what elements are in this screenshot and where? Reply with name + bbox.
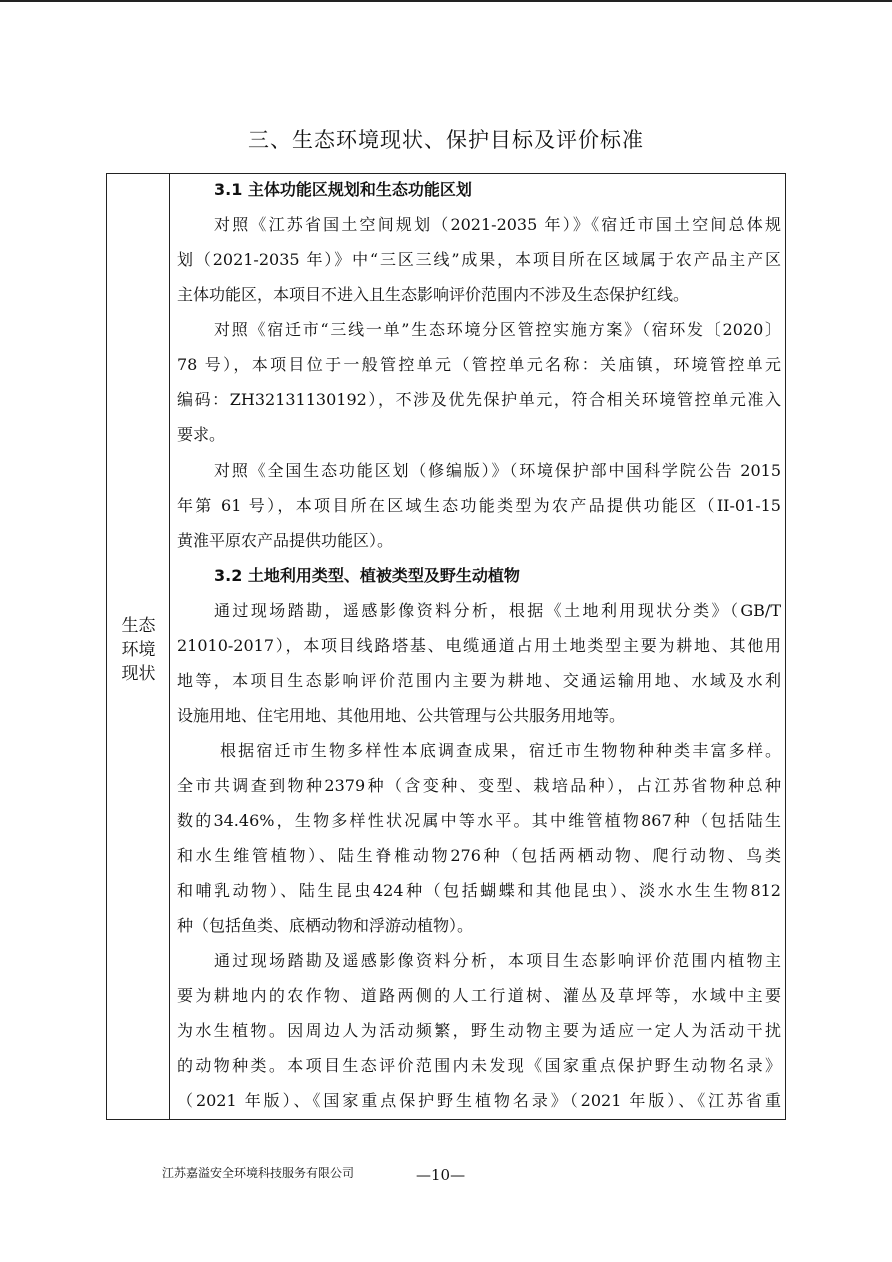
row-header-label (107, 614, 170, 686)
paragraph-line: 为水生植物。因周边人为活动频繁，野生动物主要为适应一定人为活动干扰 (177, 1021, 781, 1040)
row-header-line: 环境 (121, 640, 156, 660)
row-header-line: 生态 (121, 616, 156, 636)
paragraph-line: 的动物种类。本项目生态评价范围内未发现《国家重点保护野生动物名录》 (177, 1056, 781, 1075)
paragraph-line: 设施用地、住宅用地、其他用地、公共管理与公共服务用地等。 (177, 706, 626, 725)
row-header-line: 现状 (121, 664, 156, 684)
paragraph-line: 通过现场踏勘，遥感影像资料分析，根据《土地利用现状分类》（GB/T (214, 601, 781, 620)
section-title: 三、生态环境现状、保护目标及评价标准 (248, 128, 644, 152)
paragraph-line: 对照《全国生态功能区划（修编版）》（环境保护部中国科学院公告 2015 (214, 461, 781, 480)
paragraph-line: 通过现场踏勘及遥感影像资料分析，本项目生态影响评价范围内植物主 (214, 951, 781, 970)
paragraph-line: 要求。 (177, 425, 226, 444)
paragraph-line: （2021 年版）、《国家重点保护野生植物名录》（2021 年版）、《江苏省重 (177, 1091, 781, 1110)
top-rule (0, 0, 892, 2)
paragraph-line: 划（2021-2035 年）》中“三区三线”成果，本项目所在区域属于农产品主产区 (177, 250, 781, 269)
paragraph-line: 要为耕地内的农作物、道路两侧的人工行道树、灌丛及草坪等，水域中主要 (177, 986, 781, 1005)
row-header-cell (107, 174, 170, 1119)
paragraph-line: 对照《宿迁市“三线一单”生态环境分区管控实施方案》（宿环发〔2020〕 (214, 320, 781, 339)
paragraph-line: 地等，本项目生态影响评价范围内主要为耕地、交通运输用地、水域及水利 (177, 671, 781, 690)
paragraph-line: 对照《江苏省国土空间规划（2021-2035 年）》《宿迁市国土空间总体规 (214, 215, 781, 234)
subsection-heading-3-1: 3.1 主体功能区规划和生态功能区划 (214, 180, 472, 199)
paragraph-line: 78 号），本项目位于一般管控单元（管控单元名称：关庙镇，环境管控单元 (177, 355, 781, 374)
paragraph-line: 种（包括鱼类、底栖动物和浮游动植物）。 (177, 916, 474, 935)
paragraph-line: 全市共调查到物种2379种（含变种、变型、栽培品种），占江苏省物种总种 (177, 776, 781, 795)
paragraph-line: 主体功能区，本项目不进入且生态影响评价范围内不涉及生态保护红线。 (177, 285, 690, 304)
paragraph-line: 年第 61 号），本项目所在区域生态功能类型为农产品提供功能区（II-01-15 (177, 496, 781, 515)
paragraph-line: 和哺乳动物）、陆生昆虫424种（包括蝴蝶和其他昆虫）、淡水水生生物812 (177, 881, 781, 900)
page-number: —10— (416, 1166, 466, 1184)
paragraph-line: 和水生维管植物）、陆生脊椎动物276种（包括两栖动物、爬行动物、鸟类 (177, 846, 781, 865)
paragraph-line: 根据宿迁市生物多样性本底调查成果，宿迁市生物物种种类丰富多样。 (220, 741, 781, 760)
footer-company: 江苏嘉溢安全环境科技服务有限公司 (162, 1166, 355, 1180)
paragraph-line: 编码：ZH32131130192），不涉及优先保护单元，符合相关环境管控单元准入 (177, 390, 781, 409)
paragraph-line: 21010-2017），本项目线路塔基、电缆通道占用土地类型主要为耕地、其他用 (177, 636, 781, 655)
content-table (106, 173, 786, 1120)
subsection-heading-3-2: 3.2 土地利用类型、植被类型及野生动植物 (214, 566, 520, 585)
paragraph-line: 黄淮平原农产品提供功能区）。 (177, 531, 394, 550)
paragraph-line: 数的34.46%，生物多样性状况属中等水平。其中维管植物867种（包括陆生 (177, 811, 781, 830)
